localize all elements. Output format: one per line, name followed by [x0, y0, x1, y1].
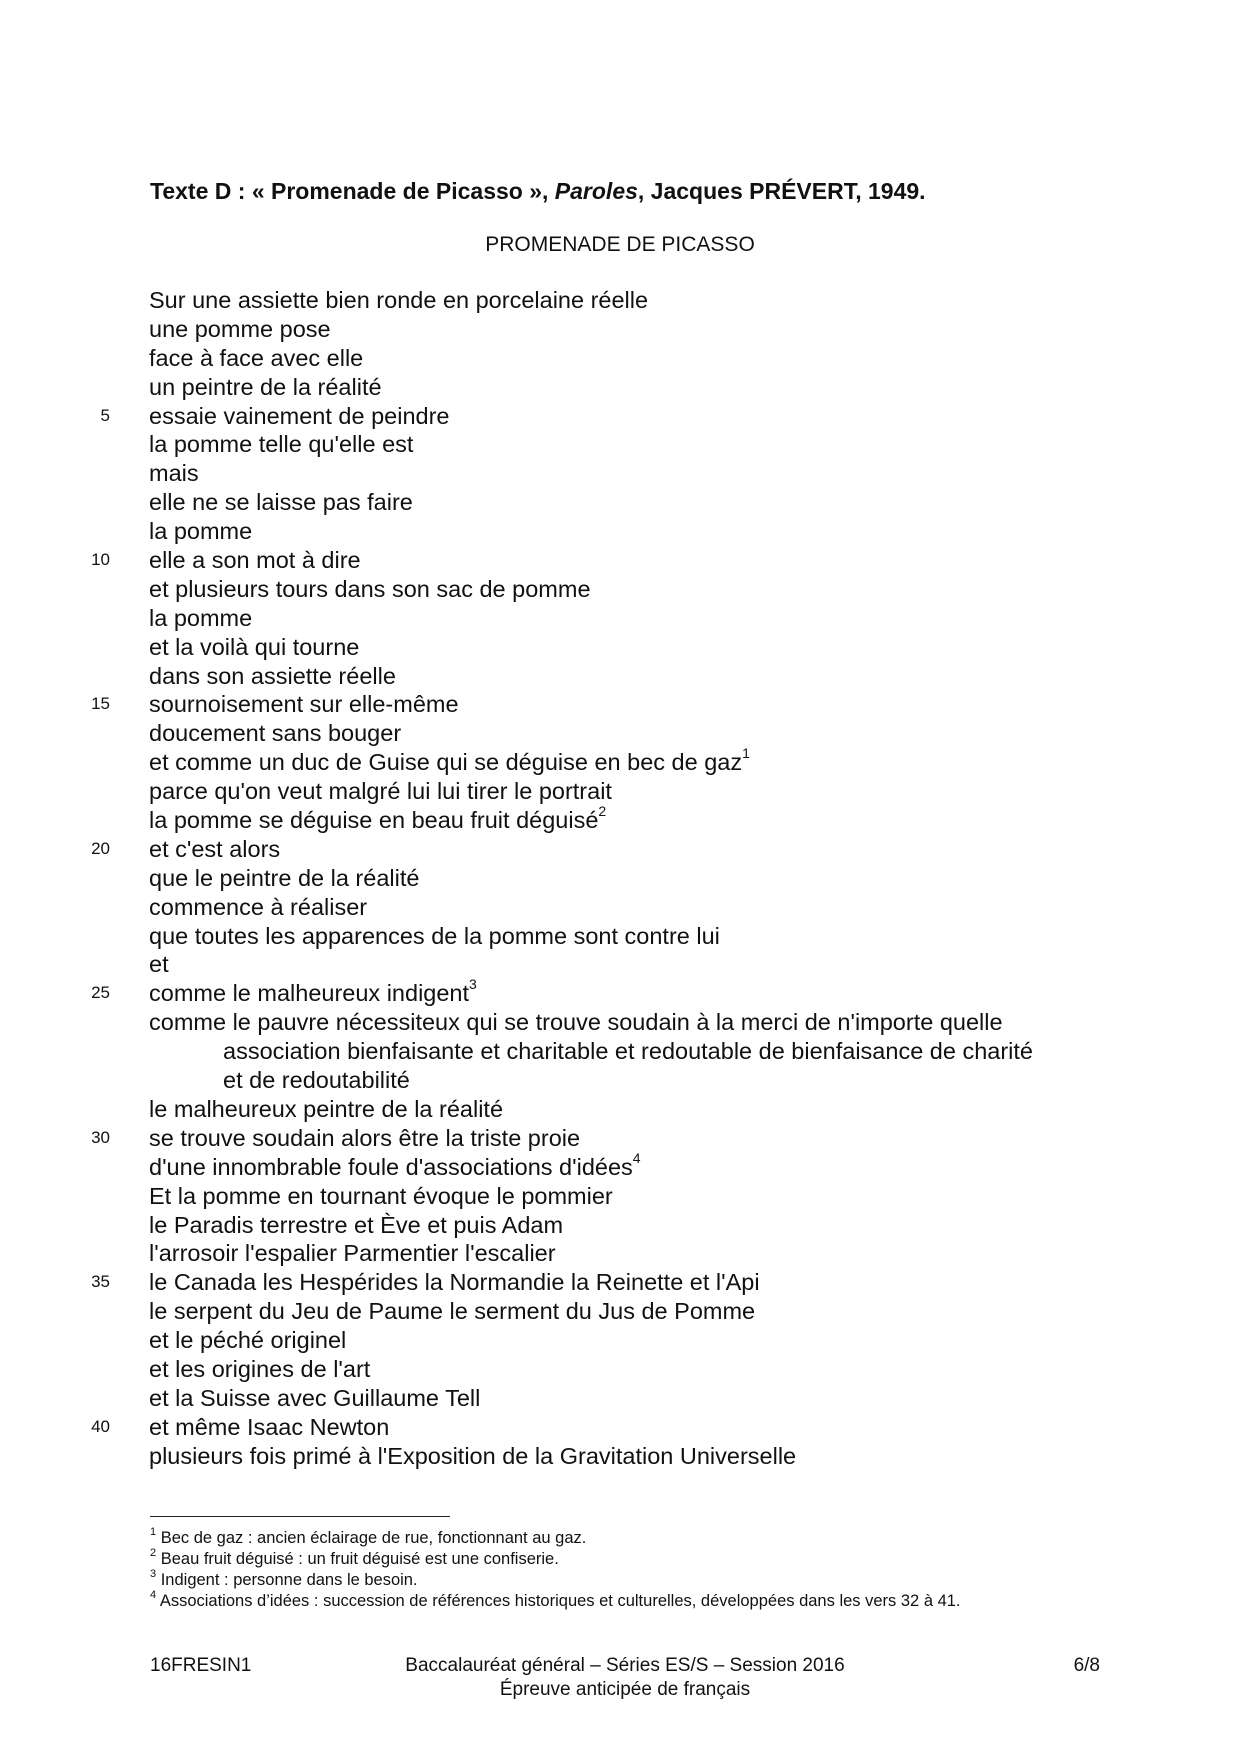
verse-words: essaie vainement de peindre [149, 402, 450, 429]
footnote-number: 1 [150, 1526, 157, 1538]
line-number: 10 [91, 550, 110, 570]
verse-text [149, 315, 331, 344]
verse-words: face à face avec elle [149, 344, 364, 371]
verse-words: une pomme pose [149, 315, 331, 342]
verse-text [149, 286, 648, 315]
footnote [150, 1570, 961, 1591]
verse-words: et c'est alors [149, 835, 281, 862]
verse-words: le Canada les Hespérides la Normandie la Reinette et l'Api [149, 1269, 760, 1296]
verse-text [149, 1442, 796, 1471]
verse-text [149, 488, 413, 517]
line-number: 5 [100, 405, 110, 425]
verse-text [149, 662, 396, 691]
footnote-number: 2 [150, 1547, 157, 1559]
poem-line [0, 1037, 1240, 1066]
poem-line [0, 1442, 1240, 1471]
verse-words: le malheureux peintre de la réalité [149, 1095, 504, 1122]
footnote-text: Associations d’idées : succession de références historiques et culturelles, développées dans les vers 32 à 41. [159, 1592, 961, 1610]
verse-text [149, 803, 607, 835]
verse-words: Et la pomme en tournant évoque le pommier [149, 1182, 613, 1209]
poem-line [0, 344, 1240, 373]
verse-words: et la voilà qui tourne [149, 633, 360, 660]
verse-words: elle ne se laisse pas faire [149, 489, 413, 516]
verse-words: et de redoutabilité [223, 1067, 410, 1094]
verse-words: la pomme [149, 604, 253, 631]
poem-line [0, 1066, 1240, 1095]
verse-words: se trouve soudain alors être la triste proie [149, 1124, 581, 1151]
poem-line [0, 488, 1240, 517]
verse-text [149, 517, 252, 546]
footnote [150, 1528, 961, 1549]
verse-words: sournoisement sur elle-même [149, 691, 459, 718]
poem-line [0, 1384, 1240, 1413]
footer-code: 16FRESIN1 [150, 1655, 252, 1676]
line-number: 30 [91, 1127, 110, 1147]
verse-text [149, 1008, 1003, 1037]
poem-line [0, 777, 1240, 806]
poem-line [0, 459, 1240, 488]
footer-center [150, 1654, 1100, 1702]
verse-text [149, 344, 363, 373]
footnote-ref: 4 [632, 1149, 641, 1166]
verse-words: que toutes les apparences de la pomme sont contre lui [149, 922, 720, 949]
poem-line [0, 976, 1240, 1008]
verse-text [149, 575, 591, 604]
poem-line [0, 315, 1240, 344]
verse-text [149, 1326, 346, 1355]
poem-line [0, 1326, 1240, 1355]
footnote [150, 1591, 961, 1612]
verse-text [149, 1182, 613, 1211]
footer-exam-subtitle: Épreuve anticipée de français [499, 1679, 751, 1700]
footer-exam-title: Baccalauréat général – Séries ES/S – Session 2016 [405, 1655, 845, 1676]
verse-words: et comme un duc de Guise qui se déguise en bec de gaz [149, 749, 743, 776]
poem-line [0, 1182, 1240, 1211]
verse-words: comme le malheureux indigent [149, 980, 470, 1007]
verse-text [149, 922, 720, 951]
line-number: 15 [91, 694, 110, 714]
poem-line [0, 950, 1240, 979]
verse-text [149, 1149, 641, 1182]
verse-text [149, 1095, 503, 1124]
poem-title: PROMENADE DE PICASSO [485, 233, 755, 256]
verse-words: plusieurs fois primé à l'Exposition de la Gravitation Universelle [149, 1442, 797, 1469]
verse-text [149, 633, 359, 662]
verse-words: que le peintre de la réalité [149, 864, 420, 891]
line-number: 25 [91, 983, 110, 1003]
verse-text [149, 1124, 580, 1153]
poem-line [0, 1124, 1240, 1153]
footnote-text: Beau fruit déguisé : un fruit déguisé est une confiserie. [160, 1550, 559, 1568]
poem-line [0, 835, 1240, 864]
verse-text [149, 459, 199, 488]
poem-line [0, 1355, 1240, 1384]
verse-words: la pomme [149, 518, 253, 545]
verse-text [149, 719, 401, 748]
verse-words: comme le pauvre nécessiteux qui se trouve soudain à la merci de n'importe quelle [149, 1009, 1003, 1036]
line-number: 35 [91, 1272, 110, 1292]
poem-line [0, 1149, 1240, 1182]
verse-words: dans son assiette réelle [149, 662, 396, 689]
verse-text [149, 864, 419, 893]
verse-text [223, 1066, 410, 1095]
verse-words: mais [149, 460, 199, 487]
footer-page-number: 6/8 [1073, 1655, 1100, 1676]
poem-line [0, 1095, 1240, 1124]
verse-text [149, 976, 477, 1008]
line-number: 20 [91, 838, 110, 858]
poem-line [0, 430, 1240, 459]
verse-words: et plusieurs tours dans son sac de pomme [149, 575, 591, 602]
verse-text [149, 546, 361, 575]
verse-words: doucement sans bouger [149, 720, 402, 747]
verse-words: et la Suisse avec Guillaume Tell [149, 1384, 481, 1411]
poem-line [0, 546, 1240, 575]
poem-line [0, 1268, 1240, 1297]
verse-words: un peintre de la réalité [149, 373, 382, 400]
poem-line [0, 803, 1240, 835]
heading-work: Paroles [554, 178, 638, 204]
verse-text [149, 1355, 370, 1384]
verse-words: le serpent du Jeu de Paume le serment du Jus de Pomme [149, 1298, 756, 1325]
verse-text [149, 745, 750, 777]
poem-line [0, 517, 1240, 546]
footnote-number: 3 [150, 1568, 157, 1580]
verse-words: la pomme telle qu'elle est [149, 431, 414, 458]
footnote [150, 1549, 961, 1570]
poem-line [0, 1239, 1240, 1268]
poem-line [0, 690, 1240, 719]
verse-words: et les origines de l'art [149, 1355, 371, 1382]
poem-line [0, 745, 1240, 777]
verse-words: d'une innombrable foule d'associations d'idées [149, 1153, 633, 1180]
verse-words: elle a son mot à dire [149, 547, 361, 574]
poem-line [0, 1211, 1240, 1240]
verse-words: et [149, 951, 169, 978]
verse-text [149, 690, 459, 719]
poem-line [0, 893, 1240, 922]
verse-text [149, 1268, 760, 1297]
poem-line [0, 864, 1240, 893]
footnote-rule [150, 1516, 450, 1517]
verse-text [149, 1384, 480, 1413]
poem-line [0, 286, 1240, 315]
verse-text [149, 604, 252, 633]
poem-line [0, 1008, 1240, 1037]
poem-line [0, 662, 1240, 691]
verse-words: Sur une assiette bien ronde en porcelaine réelle [149, 287, 649, 313]
poem-line [0, 1413, 1240, 1442]
verse-text [149, 835, 280, 864]
poem-line [0, 1297, 1240, 1326]
verse-words: l'arrosoir l'espalier Parmentier l'escalier [149, 1240, 556, 1267]
verse-text [149, 1413, 389, 1442]
footnotes [150, 1528, 961, 1612]
verse-text [149, 777, 612, 806]
poem-line [0, 373, 1240, 402]
heading-prefix: Texte D : « Promenade de Picasso », [150, 178, 555, 204]
text-heading [150, 178, 926, 205]
verse-words: et le péché originel [149, 1327, 347, 1354]
poem-line [0, 604, 1240, 633]
poem-body [0, 286, 1240, 1471]
footnote-text: Indigent : personne dans le besoin. [160, 1571, 418, 1589]
verse-text [149, 1297, 755, 1326]
verse-words: parce qu'on veut malgré lui lui tirer le portrait [149, 778, 612, 805]
footnote-ref: 2 [598, 803, 607, 820]
verse-words: association bienfaisante et charitable et redoutable de bienfaisance de charité [223, 1038, 1033, 1065]
footnote-ref: 1 [742, 745, 750, 762]
verse-text [149, 402, 449, 431]
heading-suffix: , Jacques PRÉVERT, 1949. [637, 178, 926, 204]
footnote-number: 4 [150, 1589, 157, 1601]
footnote-ref: 3 [469, 976, 477, 993]
poem-line [0, 402, 1240, 431]
verse-text [223, 1037, 1033, 1066]
verse-words: le Paradis terrestre et Ève et puis Adam [149, 1211, 564, 1238]
verse-words: la pomme se déguise en beau fruit déguisé [149, 807, 599, 834]
poem-line [0, 922, 1240, 951]
line-number: 40 [91, 1416, 110, 1436]
poem-line [0, 633, 1240, 662]
verse-text [149, 430, 413, 459]
footnote-text: Bec de gaz : ancien éclairage de rue, fonctionnant au gaz. [160, 1529, 587, 1547]
verse-text [149, 1211, 563, 1240]
verse-text [149, 1239, 556, 1268]
verse-text [149, 373, 382, 402]
poem-line [0, 575, 1240, 604]
poem-line [0, 719, 1240, 748]
verse-words: et même Isaac Newton [149, 1413, 390, 1440]
verse-text [149, 893, 367, 922]
verse-text [149, 950, 169, 979]
verse-words: commence à réaliser [149, 893, 368, 920]
